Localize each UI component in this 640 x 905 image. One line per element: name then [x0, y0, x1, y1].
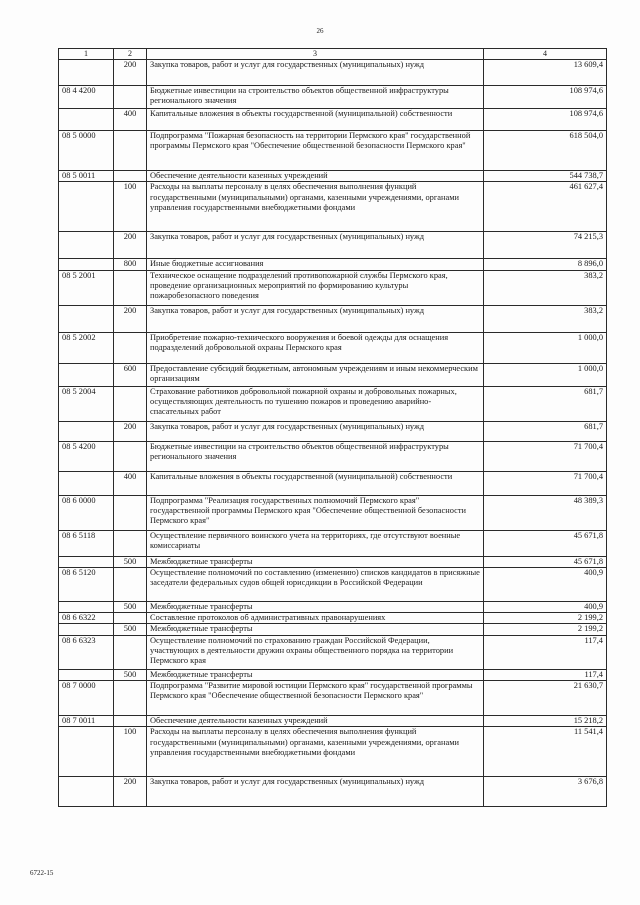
row-amount: 45 671,8 — [484, 530, 607, 556]
row-amount: 71 700,4 — [484, 471, 607, 495]
row-amount: 400,9 — [484, 601, 607, 612]
row-code: 08 5 2001 — [59, 270, 114, 305]
page-number: 26 — [316, 27, 324, 35]
row-amount: 13 609,4 — [484, 60, 607, 86]
table-row — [59, 613, 607, 624]
row-expense-type: 500 — [114, 669, 147, 680]
row-amount: 21 630,7 — [484, 681, 607, 716]
row-amount: 1 000,0 — [484, 363, 607, 386]
row-amount: 48 389,3 — [484, 495, 607, 530]
row-amount: 681,7 — [484, 421, 607, 441]
row-code — [59, 601, 114, 612]
table-row — [59, 131, 607, 171]
row-name: Межбюджетные трансферты — [147, 624, 484, 635]
row-expense-type — [114, 613, 147, 624]
table-row — [59, 567, 607, 601]
table-row — [59, 635, 607, 669]
column-header: 4 — [484, 49, 607, 60]
row-expense-type — [114, 386, 147, 421]
row-amount: 11 541,4 — [484, 727, 607, 777]
row-name: Иные бюджетные ассигнования — [147, 259, 484, 270]
row-name: Капитальные вложения в объекты государственной (муниципальной) собственности — [147, 109, 484, 131]
row-name: Техническое оснащение подразделений противопожарной службы Пермского края, проведение организационных мероприятий по формированию культуры пожаробезопасного поведения — [147, 270, 484, 305]
row-expense-type — [114, 567, 147, 601]
row-name: Страхование работников добровольной пожарной охраны и добровольных пожарных, осуществляющих деятельность по тушению пожаров и проведению аварийно-спасательных работ — [147, 386, 484, 421]
row-code: 08 5 2002 — [59, 332, 114, 363]
row-expense-type: 200 — [114, 421, 147, 441]
table-row — [59, 386, 607, 421]
row-code: 08 6 5118 — [59, 530, 114, 556]
row-amount: 108 974,6 — [484, 109, 607, 131]
row-code: 08 4 4200 — [59, 86, 114, 109]
row-code — [59, 305, 114, 332]
row-amount: 108 974,6 — [484, 86, 607, 109]
row-name: Обеспечение деятельности казенных учреждений — [147, 716, 484, 727]
footer-code: 6722-15 — [30, 869, 54, 877]
table-row — [59, 716, 607, 727]
row-expense-type — [114, 332, 147, 363]
table-row — [59, 669, 607, 680]
row-expense-type — [114, 635, 147, 669]
row-name: Межбюджетные трансферты — [147, 601, 484, 612]
row-name: Подпрограмма "Пожарная безопасность на территории Пермского края" государственной программы Пермского края "Обеспечение общественной безопасности Пермского края" — [147, 131, 484, 171]
row-name: Бюджетные инвестиции на строительство объектов общественной инфраструктуры регионального значения — [147, 86, 484, 109]
row-code: 08 6 5120 — [59, 567, 114, 601]
row-code: 08 5 4200 — [59, 441, 114, 471]
row-expense-type: 500 — [114, 624, 147, 635]
table-row — [59, 60, 607, 86]
row-amount: 681,7 — [484, 386, 607, 421]
table-row — [59, 86, 607, 109]
table-row — [59, 232, 607, 259]
row-expense-type: 600 — [114, 363, 147, 386]
row-amount: 117,4 — [484, 635, 607, 669]
table-row — [59, 182, 607, 232]
row-amount: 461 627,4 — [484, 182, 607, 232]
row-expense-type: 400 — [114, 109, 147, 131]
table-row — [59, 270, 607, 305]
budget-table — [58, 48, 607, 807]
row-amount: 117,4 — [484, 669, 607, 680]
table-row — [59, 441, 607, 471]
row-amount: 544 738,7 — [484, 171, 607, 182]
row-expense-type: 200 — [114, 777, 147, 807]
row-amount: 2 199,2 — [484, 624, 607, 635]
row-code: 08 7 0011 — [59, 716, 114, 727]
table-row — [59, 363, 607, 386]
row-code — [59, 556, 114, 567]
table-row — [59, 471, 607, 495]
row-amount: 45 671,8 — [484, 556, 607, 567]
row-name: Закупка товаров, работ и услуг для государственных (муниципальных) нужд — [147, 60, 484, 86]
row-code — [59, 421, 114, 441]
row-expense-type: 800 — [114, 259, 147, 270]
column-header: 2 — [114, 49, 147, 60]
column-header: 1 — [59, 49, 114, 60]
row-expense-type — [114, 441, 147, 471]
row-code: 08 5 2004 — [59, 386, 114, 421]
row-expense-type — [114, 171, 147, 182]
row-name: Подпрограмма "Реализация государственных полномочий Пермского края" государственной программы Пермского края "Обеспечение общественной безопасности Пермского края" — [147, 495, 484, 530]
row-amount: 8 896,0 — [484, 259, 607, 270]
row-code: 08 6 0000 — [59, 495, 114, 530]
table-row — [59, 556, 607, 567]
row-amount: 618 504,0 — [484, 131, 607, 171]
table-row — [59, 305, 607, 332]
row-name: Капитальные вложения в объекты государственной (муниципальной) собственности — [147, 471, 484, 495]
row-amount: 400,9 — [484, 567, 607, 601]
row-amount: 3 676,8 — [484, 777, 607, 807]
row-code: 08 7 0000 — [59, 681, 114, 716]
row-name: Закупка товаров, работ и услуг для государственных (муниципальных) нужд — [147, 777, 484, 807]
row-code: 08 5 0011 — [59, 171, 114, 182]
row-expense-type — [114, 530, 147, 556]
table-header-row — [59, 49, 607, 60]
row-expense-type — [114, 495, 147, 530]
row-expense-type: 500 — [114, 556, 147, 567]
table-row — [59, 332, 607, 363]
row-expense-type: 100 — [114, 182, 147, 232]
row-name: Приобретение пожарно-технического вооружения и боевой одежды для оснащения подразделений добровольной охраны Пермского края — [147, 332, 484, 363]
row-name: Расходы на выплаты персоналу в целях обеспечения выполнения функций государственными (муниципальными) органами, казенными учреждениями, органами управления государственными внебюджетными фондами — [147, 727, 484, 777]
row-name: Закупка товаров, работ и услуг для государственных (муниципальных) нужд — [147, 232, 484, 259]
row-name: Осуществление полномочий по составлению (изменению) списков кандидатов в присяжные заседатели федеральных судов общей юрисдикции в Российской Федерации — [147, 567, 484, 601]
row-name: Предоставление субсидий бюджетным, автономным учреждениям и иным некоммерческим организациям — [147, 363, 484, 386]
row-expense-type — [114, 270, 147, 305]
table-row — [59, 259, 607, 270]
table-row — [59, 495, 607, 530]
row-code — [59, 259, 114, 270]
table-row — [59, 171, 607, 182]
row-expense-type: 200 — [114, 305, 147, 332]
column-header: 3 — [147, 49, 484, 60]
table-row — [59, 624, 607, 635]
row-expense-type — [114, 86, 147, 109]
row-expense-type: 200 — [114, 60, 147, 86]
row-code — [59, 727, 114, 777]
row-expense-type: 100 — [114, 727, 147, 777]
row-amount: 1 000,0 — [484, 332, 607, 363]
row-amount: 2 199,2 — [484, 613, 607, 624]
row-name: Подпрограмма "Развитие мировой юстиции Пермского края" государственной программы Пермского края "Обеспечение общественной безопасности Пермского края" — [147, 681, 484, 716]
row-code — [59, 109, 114, 131]
row-code — [59, 471, 114, 495]
table-row — [59, 109, 607, 131]
row-expense-type — [114, 131, 147, 171]
row-code — [59, 624, 114, 635]
row-code — [59, 182, 114, 232]
row-name: Межбюджетные трансферты — [147, 669, 484, 680]
row-name: Межбюджетные трансферты — [147, 556, 484, 567]
row-code — [59, 777, 114, 807]
row-amount: 383,2 — [484, 270, 607, 305]
row-code — [59, 669, 114, 680]
row-code: 08 6 6322 — [59, 613, 114, 624]
row-amount: 15 218,2 — [484, 716, 607, 727]
row-code — [59, 363, 114, 386]
row-name: Составление протоколов об административных правонарушениях — [147, 613, 484, 624]
row-amount: 71 700,4 — [484, 441, 607, 471]
row-amount: 74 215,3 — [484, 232, 607, 259]
row-name: Закупка товаров, работ и услуг для государственных (муниципальных) нужд — [147, 421, 484, 441]
row-name: Осуществление полномочий по страхованию граждан Российской Федерации, участвующих в деятельности дружин охраны общественного порядка на территории Пермского края — [147, 635, 484, 669]
row-name: Обеспечение деятельности казенных учреждений — [147, 171, 484, 182]
table-row — [59, 681, 607, 716]
row-code: 08 6 6323 — [59, 635, 114, 669]
row-code — [59, 232, 114, 259]
row-name: Бюджетные инвестиции на строительство объектов общественной инфраструктуры регионального значения — [147, 441, 484, 471]
table-row — [59, 530, 607, 556]
row-expense-type: 200 — [114, 232, 147, 259]
row-expense-type — [114, 716, 147, 727]
table-row — [59, 421, 607, 441]
row-code: 08 5 0000 — [59, 131, 114, 171]
row-amount: 383,2 — [484, 305, 607, 332]
row-name: Расходы на выплаты персоналу в целях обеспечения выполнения функций государственными (муниципальными) органами, казенными учреждениями, органами управления государственными внебюджетными фондами — [147, 182, 484, 232]
row-expense-type: 500 — [114, 601, 147, 612]
row-expense-type — [114, 681, 147, 716]
row-code — [59, 60, 114, 86]
table-row — [59, 727, 607, 777]
row-expense-type: 400 — [114, 471, 147, 495]
table-row — [59, 777, 607, 807]
table-row — [59, 601, 607, 612]
row-name: Закупка товаров, работ и услуг для государственных (муниципальных) нужд — [147, 305, 484, 332]
row-name: Осуществление первичного воинского учета на территориях, где отсутствуют военные комиссариаты — [147, 530, 484, 556]
